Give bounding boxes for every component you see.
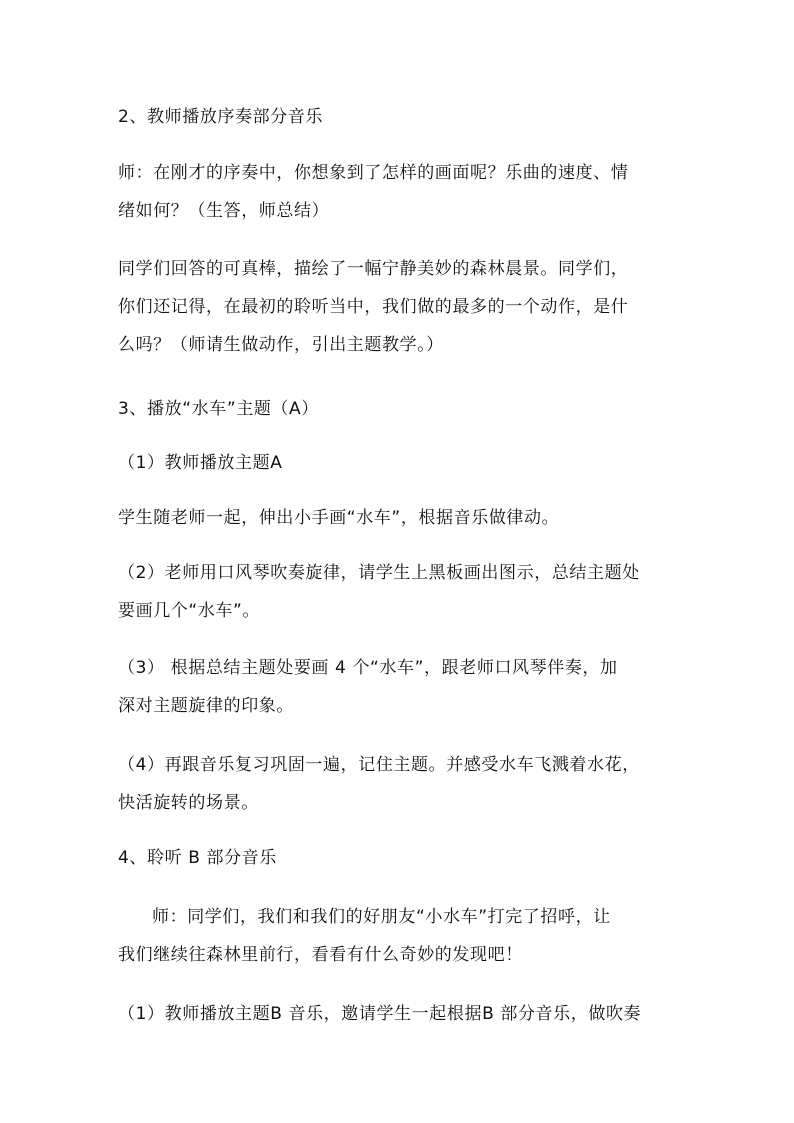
text-line: 快活旋转的场景。 — [118, 793, 259, 813]
text-line: 4、聆听 B 部分音乐 — [118, 848, 277, 868]
step-2 — [118, 554, 678, 630]
text-line: 深对主题旋律的印象。 — [118, 696, 294, 716]
text-line: 师：在刚才的序奏中，你想象到了怎样的画面呢？乐曲的速度、情 — [118, 163, 629, 183]
text-line: 学生随老师一起，伸出小手画“水车”，根据音乐做律动。 — [118, 508, 560, 528]
text-line: 你们还记得，在最初的聆听当中，我们做的最多的一个动作，是什 — [118, 297, 629, 317]
step-3 — [118, 649, 678, 725]
text-line: （2）老师用口风琴吹奏旋律，请学生上黑板画出图示，总结主题处 — [118, 563, 640, 583]
text-line: 同学们回答的可真棒，描绘了一幅宁静美妙的森林晨景。同学们， — [118, 259, 629, 279]
text-line: （4）再跟音乐复习巩固一遍，记住主题。并感受水车飞溅着水花， — [118, 755, 640, 775]
paragraph-student-action — [118, 499, 678, 537]
text-line: （1）教师播放主题B 音乐，邀请学生一起根据B 部分音乐，做吹奏 — [118, 1004, 642, 1024]
text-line: 我们继续往森林里前行，看看有什么奇妙的发现吧！ — [118, 945, 523, 965]
section-heading-3 — [118, 390, 678, 428]
step-4 — [118, 746, 678, 822]
paragraph-teacher-transition — [118, 898, 678, 974]
text-line: （3） 根据总结主题处要画 4 个“水车”，跟老师口风琴伴奏，加 — [118, 658, 618, 678]
section-heading-2 — [118, 98, 678, 136]
text-line: （1）教师播放主题A — [118, 453, 283, 473]
text-line: 要画几个“水车”。 — [118, 601, 261, 621]
paragraph-teacher-summary — [118, 250, 678, 364]
text-line: 绪如何？（生答，师总结） — [118, 201, 330, 221]
text-line: 么吗？（师请生做动作，引出主题教学。） — [118, 335, 444, 355]
paragraph-teacher-question — [118, 154, 678, 230]
text-line: 师：同学们，我们和我们的好朋友“小水车”打完了招呼，让 — [152, 907, 611, 927]
step-b-1 — [118, 995, 678, 1033]
text-line: 3、播放“水车”主题（A） — [118, 399, 319, 419]
section-heading-4 — [118, 839, 678, 877]
text-line: 2、教师播放序奏部分音乐 — [118, 107, 324, 127]
step-1 — [118, 444, 678, 482]
